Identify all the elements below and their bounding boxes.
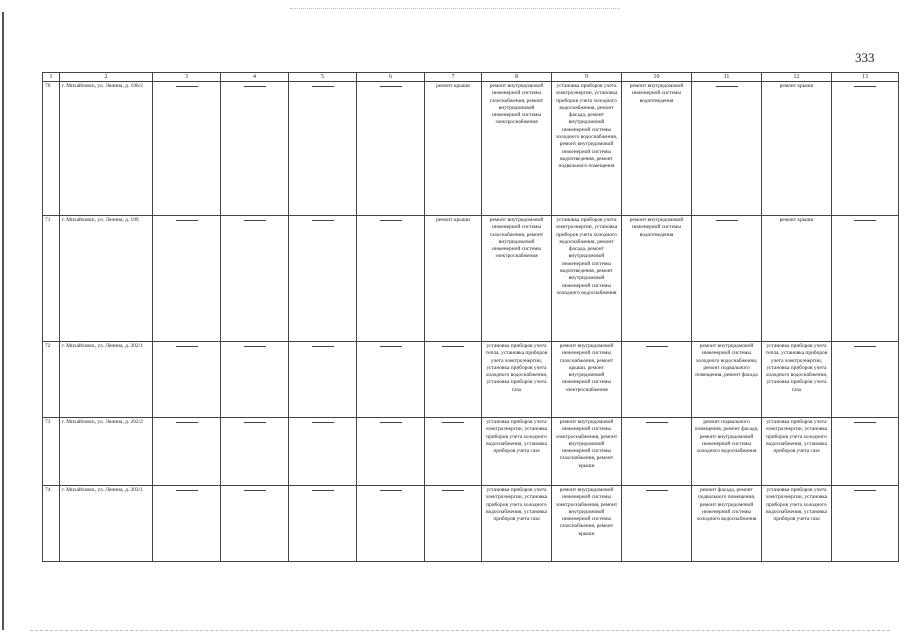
empty-dash-cell xyxy=(692,216,762,342)
work-description-cell: ремонт подвального помещения, ремонт фасада, ремонт внутридомовой инженерной системы холодного водоснабжения xyxy=(692,418,762,486)
work-description-cell: ремонт внутридомовой инженерной системы газоснабжения, ремонт внутридомовой инженерной системы электроснабжения xyxy=(482,216,552,342)
table-body xyxy=(43,82,899,562)
dash-mark xyxy=(380,86,402,87)
dash-mark xyxy=(442,422,464,423)
work-description-cell: ремонт фасада, ремонт подвального помещения, ремонт внутридомовой инженерной системы холодного водоснабжения xyxy=(692,486,762,562)
empty-dash-cell xyxy=(622,342,692,418)
empty-dash-cell xyxy=(221,82,289,216)
dash-mark xyxy=(646,346,668,347)
column-header-12: 12 xyxy=(762,73,832,82)
work-description-cell: установка приборов учета электроэнергии, установка приборов учета холодного водоснабжения, ремонт фасада, ремонт внутридомовой инженерной системы водоотведения, ремонт внутридомовой инженерной системы холодного водоснабжения xyxy=(552,216,622,342)
empty-dash-cell xyxy=(832,342,899,418)
address-cell: г. Михайловск, ул. Ленина, д. 196/2 xyxy=(60,82,153,216)
empty-dash-cell xyxy=(357,486,425,562)
empty-dash-cell xyxy=(221,216,289,342)
row-number: 74 xyxy=(43,486,60,562)
work-description-cell: установка приборов учета электроэнергии, установка приборов учета холодного водоснабжения, ремонт фасада, ремонт внутридомовой инженерной системы холодного водоснабжения, ремонт внутридомовой инженерной системы водоотведения, ремонт подвального помещения xyxy=(552,82,622,216)
row-number: 73 xyxy=(43,418,60,486)
dash-mark xyxy=(442,346,464,347)
empty-dash-cell xyxy=(289,82,357,216)
dash-mark xyxy=(244,86,266,87)
empty-dash-cell xyxy=(357,216,425,342)
work-description-cell: установка приборов учета электроэнергии, установка приборов учета холодного водоснабжения, установка приборов учета газа xyxy=(762,418,832,486)
empty-dash-cell xyxy=(357,418,425,486)
column-header-13: 13 xyxy=(832,73,899,82)
work-description-cell: ремонт крыши xyxy=(425,216,482,342)
repair-program-table xyxy=(42,72,899,562)
dash-mark xyxy=(716,86,738,87)
work-description-cell: ремонт внутридомовой инженерной системы водоотведения xyxy=(622,82,692,216)
empty-dash-cell xyxy=(289,342,357,418)
dash-mark xyxy=(646,490,668,491)
dash-mark xyxy=(380,220,402,221)
work-description-cell: установка приборов учета электроэнергии, установка приборов учета холодного водоснабжения, установка приборов учета газа xyxy=(762,486,832,562)
dash-mark xyxy=(716,220,738,221)
work-description-cell: ремонт внутридомовой инженерной системы электроснабжения, ремонт внутридомовой инженерной системы газоснабжения, ремонт крыши xyxy=(552,486,622,562)
row-number: 71 xyxy=(43,216,60,342)
dash-mark xyxy=(312,346,334,347)
empty-dash-cell xyxy=(425,486,482,562)
empty-dash-cell xyxy=(221,342,289,418)
dash-mark xyxy=(176,346,198,347)
empty-dash-cell xyxy=(357,342,425,418)
empty-dash-cell xyxy=(153,82,221,216)
work-description-cell: ремонт крыши xyxy=(762,216,832,342)
column-header-11: 11 xyxy=(692,73,762,82)
row-number: 72 xyxy=(43,342,60,418)
empty-dash-cell xyxy=(425,342,482,418)
dash-mark xyxy=(380,490,402,491)
scan-left-border xyxy=(2,12,4,630)
empty-dash-cell xyxy=(622,486,692,562)
address-cell: г. Михайловск, ул. Ленина, д. 203/1 xyxy=(60,486,153,562)
empty-dash-cell xyxy=(832,82,899,216)
empty-dash-cell xyxy=(153,418,221,486)
column-header-6: 6 xyxy=(357,73,425,82)
dash-mark xyxy=(244,490,266,491)
table-row xyxy=(43,342,899,418)
table-row xyxy=(43,418,899,486)
work-description-cell: установка приборов учета тепла, установка приборов учета электроэнергии, установка приборов учета холодного водоснабжения, установка приборов учета газа xyxy=(762,342,832,418)
empty-dash-cell xyxy=(289,418,357,486)
dash-mark xyxy=(244,422,266,423)
empty-dash-cell xyxy=(692,82,762,216)
table-row xyxy=(43,486,899,562)
empty-dash-cell xyxy=(153,342,221,418)
column-header-4: 4 xyxy=(221,73,289,82)
dash-mark xyxy=(312,422,334,423)
page-number: 333 xyxy=(855,50,875,65)
empty-dash-cell xyxy=(289,486,357,562)
empty-dash-cell xyxy=(832,486,899,562)
column-header-8: 8 xyxy=(482,73,552,82)
column-header-2: 2 xyxy=(60,73,153,82)
column-header-7: 7 xyxy=(425,73,482,82)
dash-mark xyxy=(312,86,334,87)
dash-mark xyxy=(442,490,464,491)
column-header-3: 3 xyxy=(153,73,221,82)
dash-mark xyxy=(854,490,876,491)
work-description-cell: ремонт внутридомовой инженерной системы холодного водоснабжения, ремонт подвального помещения, ремонт фасада xyxy=(692,342,762,418)
dash-mark xyxy=(646,422,668,423)
table-row xyxy=(43,216,899,342)
column-header-1: 1 xyxy=(43,73,60,82)
work-description-cell: установка приборов учета электроэнергии, установка приборов учета холодного водоснабжения, установка приборов учета газа xyxy=(482,486,552,562)
dash-mark xyxy=(854,86,876,87)
empty-dash-cell xyxy=(622,418,692,486)
table-row xyxy=(43,82,899,216)
work-description-cell: ремонт внутридомовой инженерной системы газоснабжения, ремонт внутридомовой инженерной системы электроснабжения xyxy=(482,82,552,216)
dash-mark xyxy=(380,422,402,423)
scan-artifact-bottom xyxy=(30,630,890,632)
dash-mark xyxy=(176,490,198,491)
dash-mark xyxy=(244,346,266,347)
work-description-cell: установка приборов учета тепла, установка приборов учета электроэнергии, установка приборов учета холодного водоснабжения, установка приборов учета газа xyxy=(482,342,552,418)
dash-mark xyxy=(176,86,198,87)
empty-dash-cell xyxy=(221,418,289,486)
work-description-cell: ремонт внутридомовой инженерной системы водоотведения xyxy=(622,216,692,342)
empty-dash-cell xyxy=(289,216,357,342)
empty-dash-cell xyxy=(832,418,899,486)
empty-dash-cell xyxy=(832,216,899,342)
empty-dash-cell xyxy=(153,216,221,342)
scan-artifact-top xyxy=(290,8,620,10)
dash-mark xyxy=(312,490,334,491)
column-header-5: 5 xyxy=(289,73,357,82)
work-description-cell: ремонт крыши xyxy=(425,82,482,216)
empty-dash-cell xyxy=(425,418,482,486)
column-number-row xyxy=(43,73,899,82)
work-description-cell: установка приборов учета электроэнергии, установка приборов учета холодного водоснабжения, установка приборов учета газа xyxy=(482,418,552,486)
work-description-cell: ремонт крыши xyxy=(762,82,832,216)
dash-mark xyxy=(854,346,876,347)
dash-mark xyxy=(854,220,876,221)
column-header-10: 10 xyxy=(622,73,692,82)
dash-mark xyxy=(380,346,402,347)
work-description-cell: ремонт внутридомовой инженерной системы газоснабжения, ремонт крыши, ремонт внутридомовой инженерной системы электроснабжения xyxy=(552,342,622,418)
work-description-cell: ремонт внутридомовой инженерной системы электроснабжения, ремонт внутридомовой инженерной системы газоснабжения, ремонт крыши xyxy=(552,418,622,486)
dash-mark xyxy=(312,220,334,221)
address-cell: г. Михайловск, ул. Ленина, д. 202/2 xyxy=(60,418,153,486)
row-number: 70 xyxy=(43,82,60,216)
dash-mark xyxy=(176,422,198,423)
dash-mark xyxy=(244,220,266,221)
empty-dash-cell xyxy=(357,82,425,216)
address-cell: г. Михайловск, ул. Ленина, д. 202/1 xyxy=(60,342,153,418)
column-header-9: 9 xyxy=(552,73,622,82)
address-cell: г. Михайловск, ул. Ленина, д. 199 xyxy=(60,216,153,342)
empty-dash-cell xyxy=(153,486,221,562)
empty-dash-cell xyxy=(221,486,289,562)
dash-mark xyxy=(176,220,198,221)
dash-mark xyxy=(854,422,876,423)
